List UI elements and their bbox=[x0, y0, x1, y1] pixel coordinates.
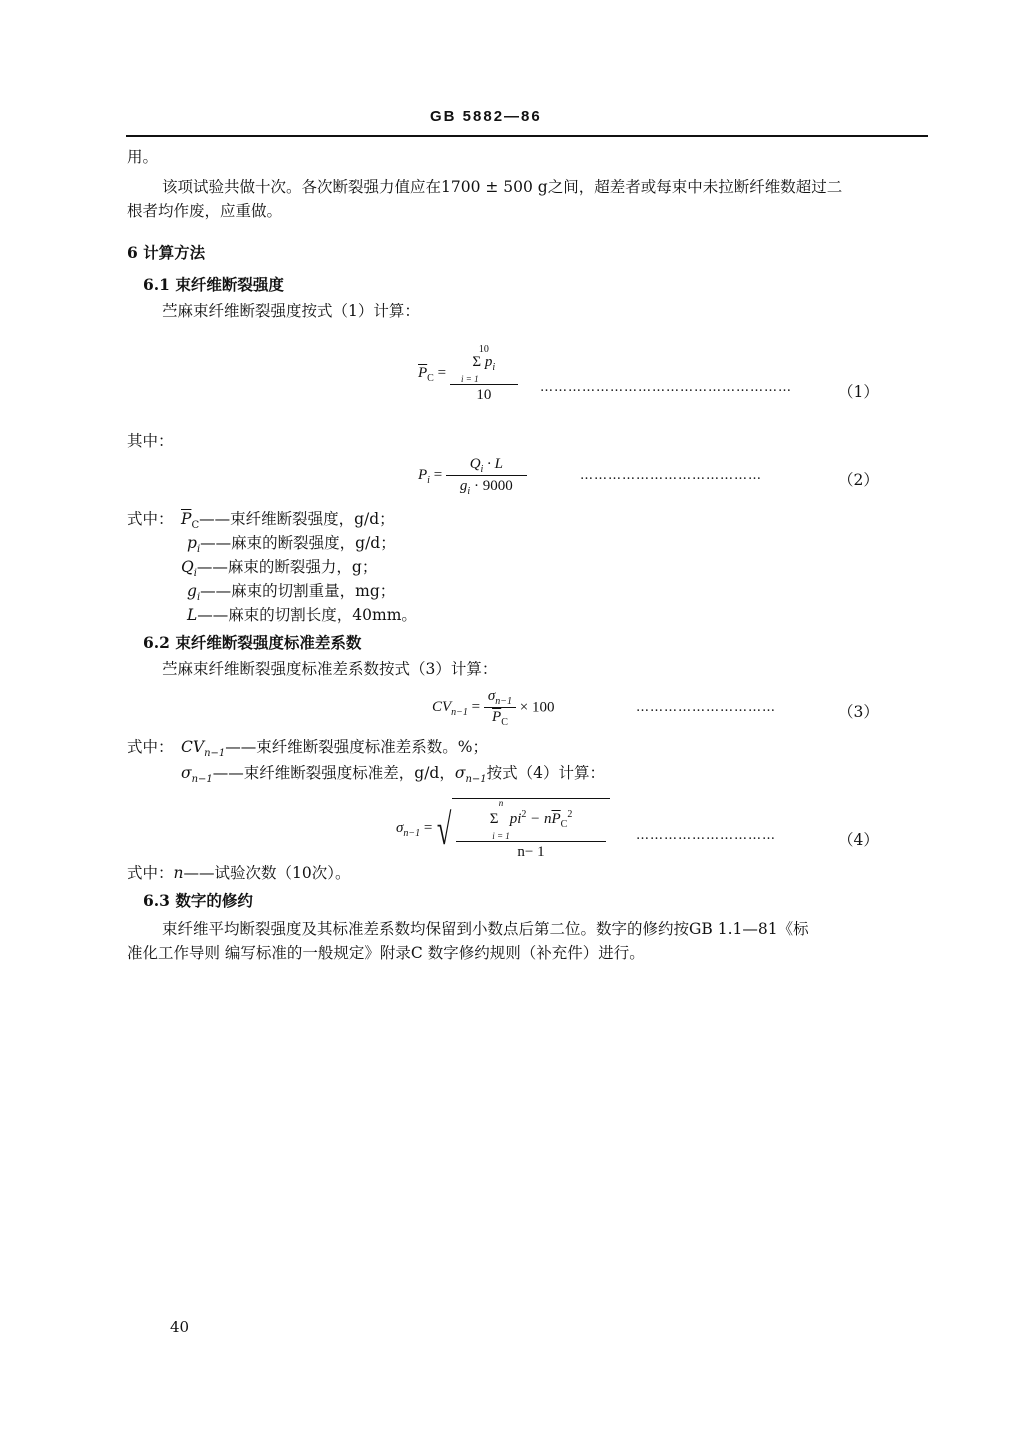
where-label: 其中： bbox=[127, 432, 174, 450]
equation-number: （2） bbox=[838, 471, 879, 489]
eq4-denominator: n− 1 bbox=[456, 841, 606, 861]
def-symbol-sub: C bbox=[191, 520, 200, 532]
eq4-pbar-sub: C bbox=[560, 819, 568, 830]
eq1-term-sub: i bbox=[492, 362, 496, 373]
eq4-pbar: $\overline{P}$ bbox=[551, 811, 561, 827]
def-text: ——麻束的切割长度，40mm。 bbox=[197, 606, 417, 624]
eq4-lhs-sub: n−1 bbox=[403, 828, 421, 839]
equation-3: $CV_{n-1}$ = $\frac{\sigma_{n-1}}{\overline{P}_C}$ × 100 bbox=[432, 688, 555, 728]
def-symbol-sub: i bbox=[196, 592, 201, 604]
eq3-lhs: CV bbox=[432, 698, 452, 715]
eq3-denominator: $\overline{P}$ bbox=[492, 709, 502, 725]
eq3-numerator-sub: n−1 bbox=[495, 696, 513, 707]
definition-line bbox=[181, 736, 488, 765]
eq1-lhs-sub: C bbox=[427, 372, 434, 384]
subsection-heading: 6.2 束纤维断裂强度标准差系数 bbox=[143, 633, 362, 652]
def-text: ——束纤维断裂强度，g/d； bbox=[199, 510, 395, 528]
eq4-sum-bottom: i = 1 bbox=[492, 831, 510, 841]
equation-1: $\overline{P}_C$ = 10 Σ $p_i$ i = 1 10 bbox=[418, 344, 518, 404]
eq2-denominator-rest: · 9000 bbox=[470, 478, 513, 494]
leader-dots: ………………………… bbox=[636, 700, 776, 715]
leader-dots: ………………………… bbox=[636, 828, 776, 843]
leader-dots: ………………………………… bbox=[580, 468, 762, 483]
definition-line bbox=[127, 862, 350, 884]
def-symbol: p bbox=[187, 534, 197, 552]
eq4-term: pi bbox=[509, 811, 522, 827]
eq2-lhs: P bbox=[418, 467, 428, 483]
defs-prefix: 式中： bbox=[127, 510, 174, 528]
equation-4: $\sigma_{n-1}$ = √ n Σ $pi^2 - n\overline{P}_C^2$ i = 1 n− 1 bbox=[396, 798, 610, 861]
def-symbol: σ bbox=[181, 764, 192, 782]
def-symbol: σ bbox=[454, 764, 466, 782]
eq4-pbar-sup: 2 bbox=[567, 809, 573, 820]
equation-number: （1） bbox=[838, 383, 879, 401]
eq2-denominator: g bbox=[459, 478, 468, 494]
eq3-lhs-sub: n−1 bbox=[451, 706, 468, 718]
def-text: 按式（4）计算： bbox=[486, 764, 606, 782]
eq4-lhs: σ bbox=[396, 820, 404, 836]
continuation-text: 用。 bbox=[127, 148, 159, 166]
eq2-numerator-rest: · L bbox=[483, 456, 503, 472]
equation-2: $P_i$ = $\frac{Q_i \cdot L}{g_i \cdot 9000}$ bbox=[418, 456, 527, 497]
sqrt-sign: √ bbox=[436, 804, 452, 854]
def-symbol-sub: n−1 bbox=[465, 774, 487, 786]
def-symbol-sub: n−1 bbox=[204, 748, 226, 760]
paragraph-line: 苎麻束纤维断裂强度按式（1）计算： bbox=[162, 302, 420, 320]
eq3-fraction bbox=[484, 688, 516, 728]
eq1-sum-bottom: i = 1 bbox=[461, 374, 479, 384]
paragraph-line: 根者均作废，应重做。 bbox=[127, 202, 283, 220]
eq2-fraction bbox=[446, 456, 527, 497]
eq2-lhs-sub: i bbox=[427, 475, 430, 486]
subsection-heading: 6.1 束纤维断裂强度 bbox=[143, 275, 284, 294]
paragraph-line: 苎麻束纤维断裂强度标准差系数按式（3）计算： bbox=[162, 660, 498, 678]
eq1-denominator: 10 bbox=[450, 384, 518, 404]
def-symbol-sub: i bbox=[196, 544, 201, 556]
leader-dots: ……………………………………………… bbox=[540, 380, 792, 395]
subsection-heading: 6.3 数字的修约 bbox=[143, 891, 253, 910]
eq1-lhs: $\overline{P}$ bbox=[418, 364, 428, 381]
section-heading: 6 计算方法 bbox=[127, 243, 206, 262]
def-text: ——试验次数（10次）。 bbox=[183, 864, 351, 882]
def-text: ——麻束的断裂强度，g/d； bbox=[200, 534, 396, 552]
document-code: GB 5882—86 bbox=[430, 108, 542, 125]
eq1-fraction: 10 Σ $p_i$ i = 1 10 bbox=[450, 344, 518, 404]
def-symbol: $\overline{P}$ bbox=[181, 510, 192, 528]
eq3-numerator: σ bbox=[487, 688, 496, 704]
def-symbol-sub: i bbox=[193, 568, 197, 580]
eq4-sum-top: n bbox=[498, 798, 504, 808]
def-text: ——束纤维断裂强度标准差，g/d， bbox=[212, 764, 455, 782]
paragraph-line: 该项试验共做十次。各次断裂强力值应在1700 ± 500 g之间，超差者或每束中未拉断纤维数超过二 bbox=[162, 178, 843, 196]
eq2-denominator-sub: i bbox=[467, 486, 471, 497]
def-symbol: n bbox=[173, 864, 184, 882]
def-symbol: CV bbox=[181, 738, 205, 756]
eq2-numerator: Q bbox=[469, 456, 481, 472]
eq3-denominator-sub: C bbox=[501, 717, 508, 728]
defs-prefix: 式中： bbox=[127, 738, 174, 756]
def-symbol: L bbox=[187, 606, 198, 624]
def-text: ——麻束的断裂强力，g； bbox=[196, 558, 378, 576]
def-symbol: Q bbox=[181, 558, 194, 576]
eq1-term: p bbox=[484, 354, 493, 370]
defs-prefix: 式中： bbox=[127, 864, 174, 882]
def-text: ——束纤维断裂强度标准差系数。%； bbox=[225, 738, 488, 756]
eq4-fraction: n Σ $pi^2 - n\overline{P}_C^2$ i = 1 n− 1 bbox=[452, 798, 610, 861]
eq4-minus: − n bbox=[526, 811, 552, 827]
eq2-numerator-sub: i bbox=[480, 464, 484, 475]
equation-number: （4） bbox=[838, 831, 879, 849]
header-rule bbox=[126, 135, 928, 137]
eq3-tail: × 100 bbox=[519, 699, 555, 716]
def-text: ——麻束的切割重量，mg； bbox=[200, 582, 396, 600]
eq1-sum-top: 10 bbox=[478, 344, 489, 355]
paragraph-line: 准化工作导则 编写标准的一般规定》附录C 数字修约规则（补充件）进行。 bbox=[127, 944, 645, 962]
def-symbol: g bbox=[187, 582, 197, 600]
def-symbol-sub: n−1 bbox=[191, 774, 213, 786]
page-number: 40 bbox=[170, 1318, 190, 1336]
eq4-term-sup: 2 bbox=[521, 809, 527, 820]
equation-number: （3） bbox=[838, 703, 879, 721]
definition-line bbox=[187, 604, 417, 626]
definition-line bbox=[181, 762, 605, 791]
paragraph-line: 束纤维平均断裂强度及其标准差系数均保留到小数点后第二位。数字的修约按GB 1.1—81《标 bbox=[162, 920, 809, 938]
